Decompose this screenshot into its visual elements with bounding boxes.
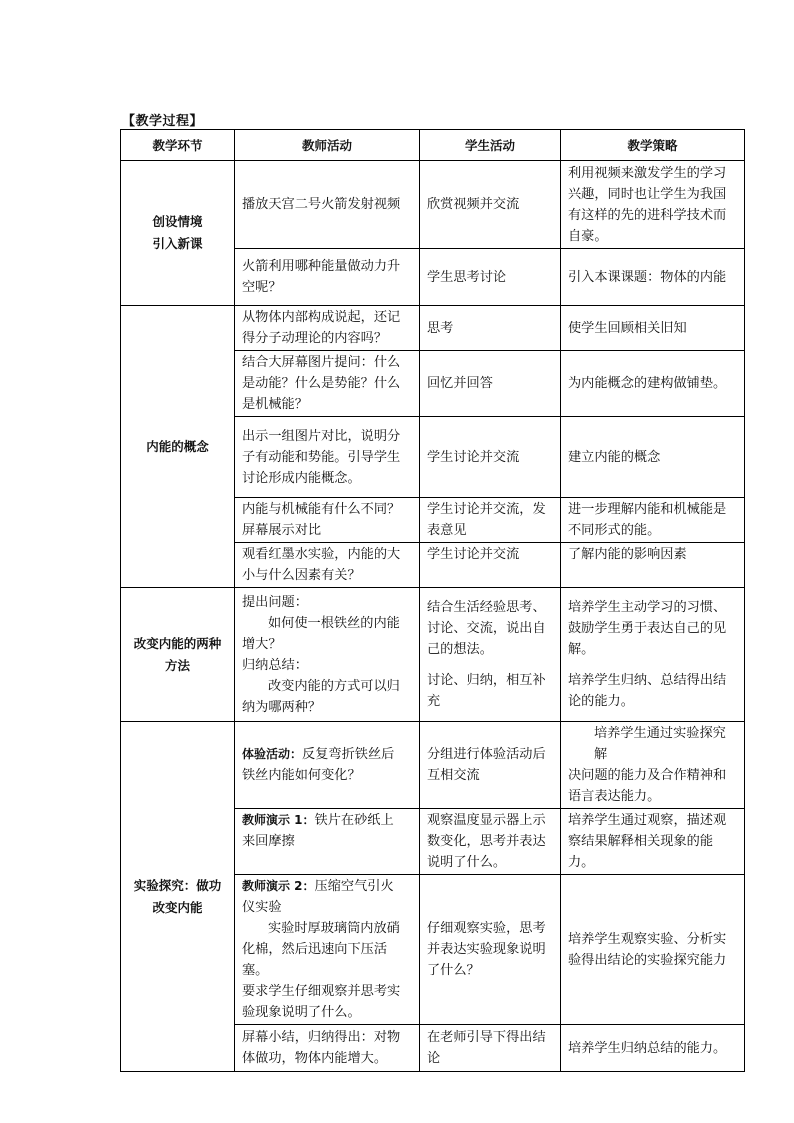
teacher-activity: 结合大屏幕图片提问：什么 是动能？什么是势能？什么 是机械能？ bbox=[235, 351, 420, 417]
column-header-teacher: 教师活动 bbox=[235, 130, 420, 161]
table-row bbox=[121, 306, 745, 351]
student-activity: 学生讨论并交流 bbox=[420, 543, 561, 588]
stage-cell-3: 改变内能的两种 方法 bbox=[121, 588, 235, 722]
teaching-strategy: 培养学生通过观察，描述观 察结果解释相关现象的能力。 bbox=[561, 809, 745, 875]
teacher-activity: 内能与机械能有什么不同？ 屏幕展示对比 bbox=[235, 498, 420, 543]
teacher-activity: 火箭利用哪种能量做动力升 空呢？ bbox=[235, 249, 420, 306]
teaching-strategy: 使学生回顾相关旧知 bbox=[561, 306, 745, 351]
student-activity: 回忆并回答 bbox=[420, 351, 561, 417]
student-activity: 学生讨论并交流，发 表意见 bbox=[420, 498, 561, 543]
student-activity: 欣赏视频并交流 bbox=[420, 161, 561, 249]
teaching-strategy: 为内能概念的建构做铺垫。 bbox=[561, 351, 745, 417]
section-title: 【教学过程】 bbox=[122, 114, 204, 129]
teacher-activity: 体验活动：反复弯折铁丝后 铁丝内能如何变化？ bbox=[235, 722, 420, 809]
teaching-strategy: 培养学生通过实验探究解 决问题的能力及合作精神和 语言表达能力。 bbox=[561, 722, 745, 809]
column-header-strategy: 教学策略 bbox=[561, 130, 745, 161]
teacher-activity: 出示一组图片对比，说明分 子有动能和势能。引导学生 讨论形成内能概念。 bbox=[235, 417, 420, 498]
teaching-strategy: 进一步理解内能和机械能是 不同形式的能。 bbox=[561, 498, 745, 543]
teaching-process-table bbox=[120, 129, 745, 1072]
table-header-row bbox=[121, 130, 745, 161]
teacher-activity: 播放天宫二号火箭发射视频 bbox=[235, 161, 420, 249]
teaching-strategy: 引入本课课题：物体的内能 bbox=[561, 249, 745, 306]
student-activity: 结合生活经验思考、 讨论、交流，说出自 己的想法。 讨论、归纳，相互补 充 bbox=[420, 588, 561, 722]
teaching-strategy: 建立内能的概念 bbox=[561, 417, 745, 498]
table-row bbox=[121, 722, 745, 809]
student-activity: 学生思考讨论 bbox=[420, 249, 561, 306]
student-activity: 思考 bbox=[420, 306, 561, 351]
teaching-strategy: 培养学生观察实验、分析实 验得出结论的实验探究能力 bbox=[561, 875, 745, 1025]
teacher-activity: 教师演示 2：压缩空气引火 仪实验 实验时厚玻璃筒内放硝 化棉，然后迅速向下压活塞。 要求学生仔细观察并思考实 验现象说明了什么。 bbox=[235, 875, 420, 1025]
stage-cell-4: 实验探究：做功 改变内能 bbox=[121, 722, 235, 1072]
teacher-activity: 屏幕小结，归纳得出：对物 体做功，物体内能增大。 bbox=[235, 1025, 420, 1072]
teacher-activity: 观看红墨水实验，内能的大 小与什么因素有关？ bbox=[235, 543, 420, 588]
teaching-strategy: 了解内能的影响因素 bbox=[561, 543, 745, 588]
teacher-activity: 从物体内部构成说起，还记 得分子动理论的内容吗？ bbox=[235, 306, 420, 351]
student-activity: 在老师引导下得出结 论 bbox=[420, 1025, 561, 1072]
teacher-activity: 教师演示 1：铁片在砂纸上 来回摩擦 bbox=[235, 809, 420, 875]
student-activity: 仔细观察实验，思考 并表达实验现象说明 了什么？ bbox=[420, 875, 561, 1025]
table-row bbox=[121, 161, 745, 249]
teacher-activity: 提出问题： 如何使一根铁丝的内能 增大？ 归纳总结： 改变内能的方式可以归 纳为哪两种？ bbox=[235, 588, 420, 722]
teaching-strategy: 培养学生归纳总结的能力。 bbox=[561, 1025, 745, 1072]
teaching-strategy: 利用视频来激发学生的学习 兴趣，同时也让学生为我国 有这样的先的进科学技术而 自豪。 bbox=[561, 161, 745, 249]
stage-cell-2: 内能的概念 bbox=[121, 306, 235, 588]
student-activity: 学生讨论并交流 bbox=[420, 417, 561, 498]
student-activity: 观察温度显示器上示 数变化，思考并表达 说明了什么。 bbox=[420, 809, 561, 875]
teaching-strategy: 培养学生主动学习的习惯、 鼓励学生勇于表达自己的见 解。 培养学生归纳、总结得出结 论的能力。 bbox=[561, 588, 745, 722]
stage-cell-1: 创设情境 引入新课 bbox=[121, 161, 235, 306]
column-header-student: 学生活动 bbox=[420, 130, 561, 161]
table-row bbox=[121, 588, 745, 722]
student-activity: 分组进行体验活动后 互相交流 bbox=[420, 722, 561, 809]
column-header-stage: 教学环节 bbox=[121, 130, 235, 161]
